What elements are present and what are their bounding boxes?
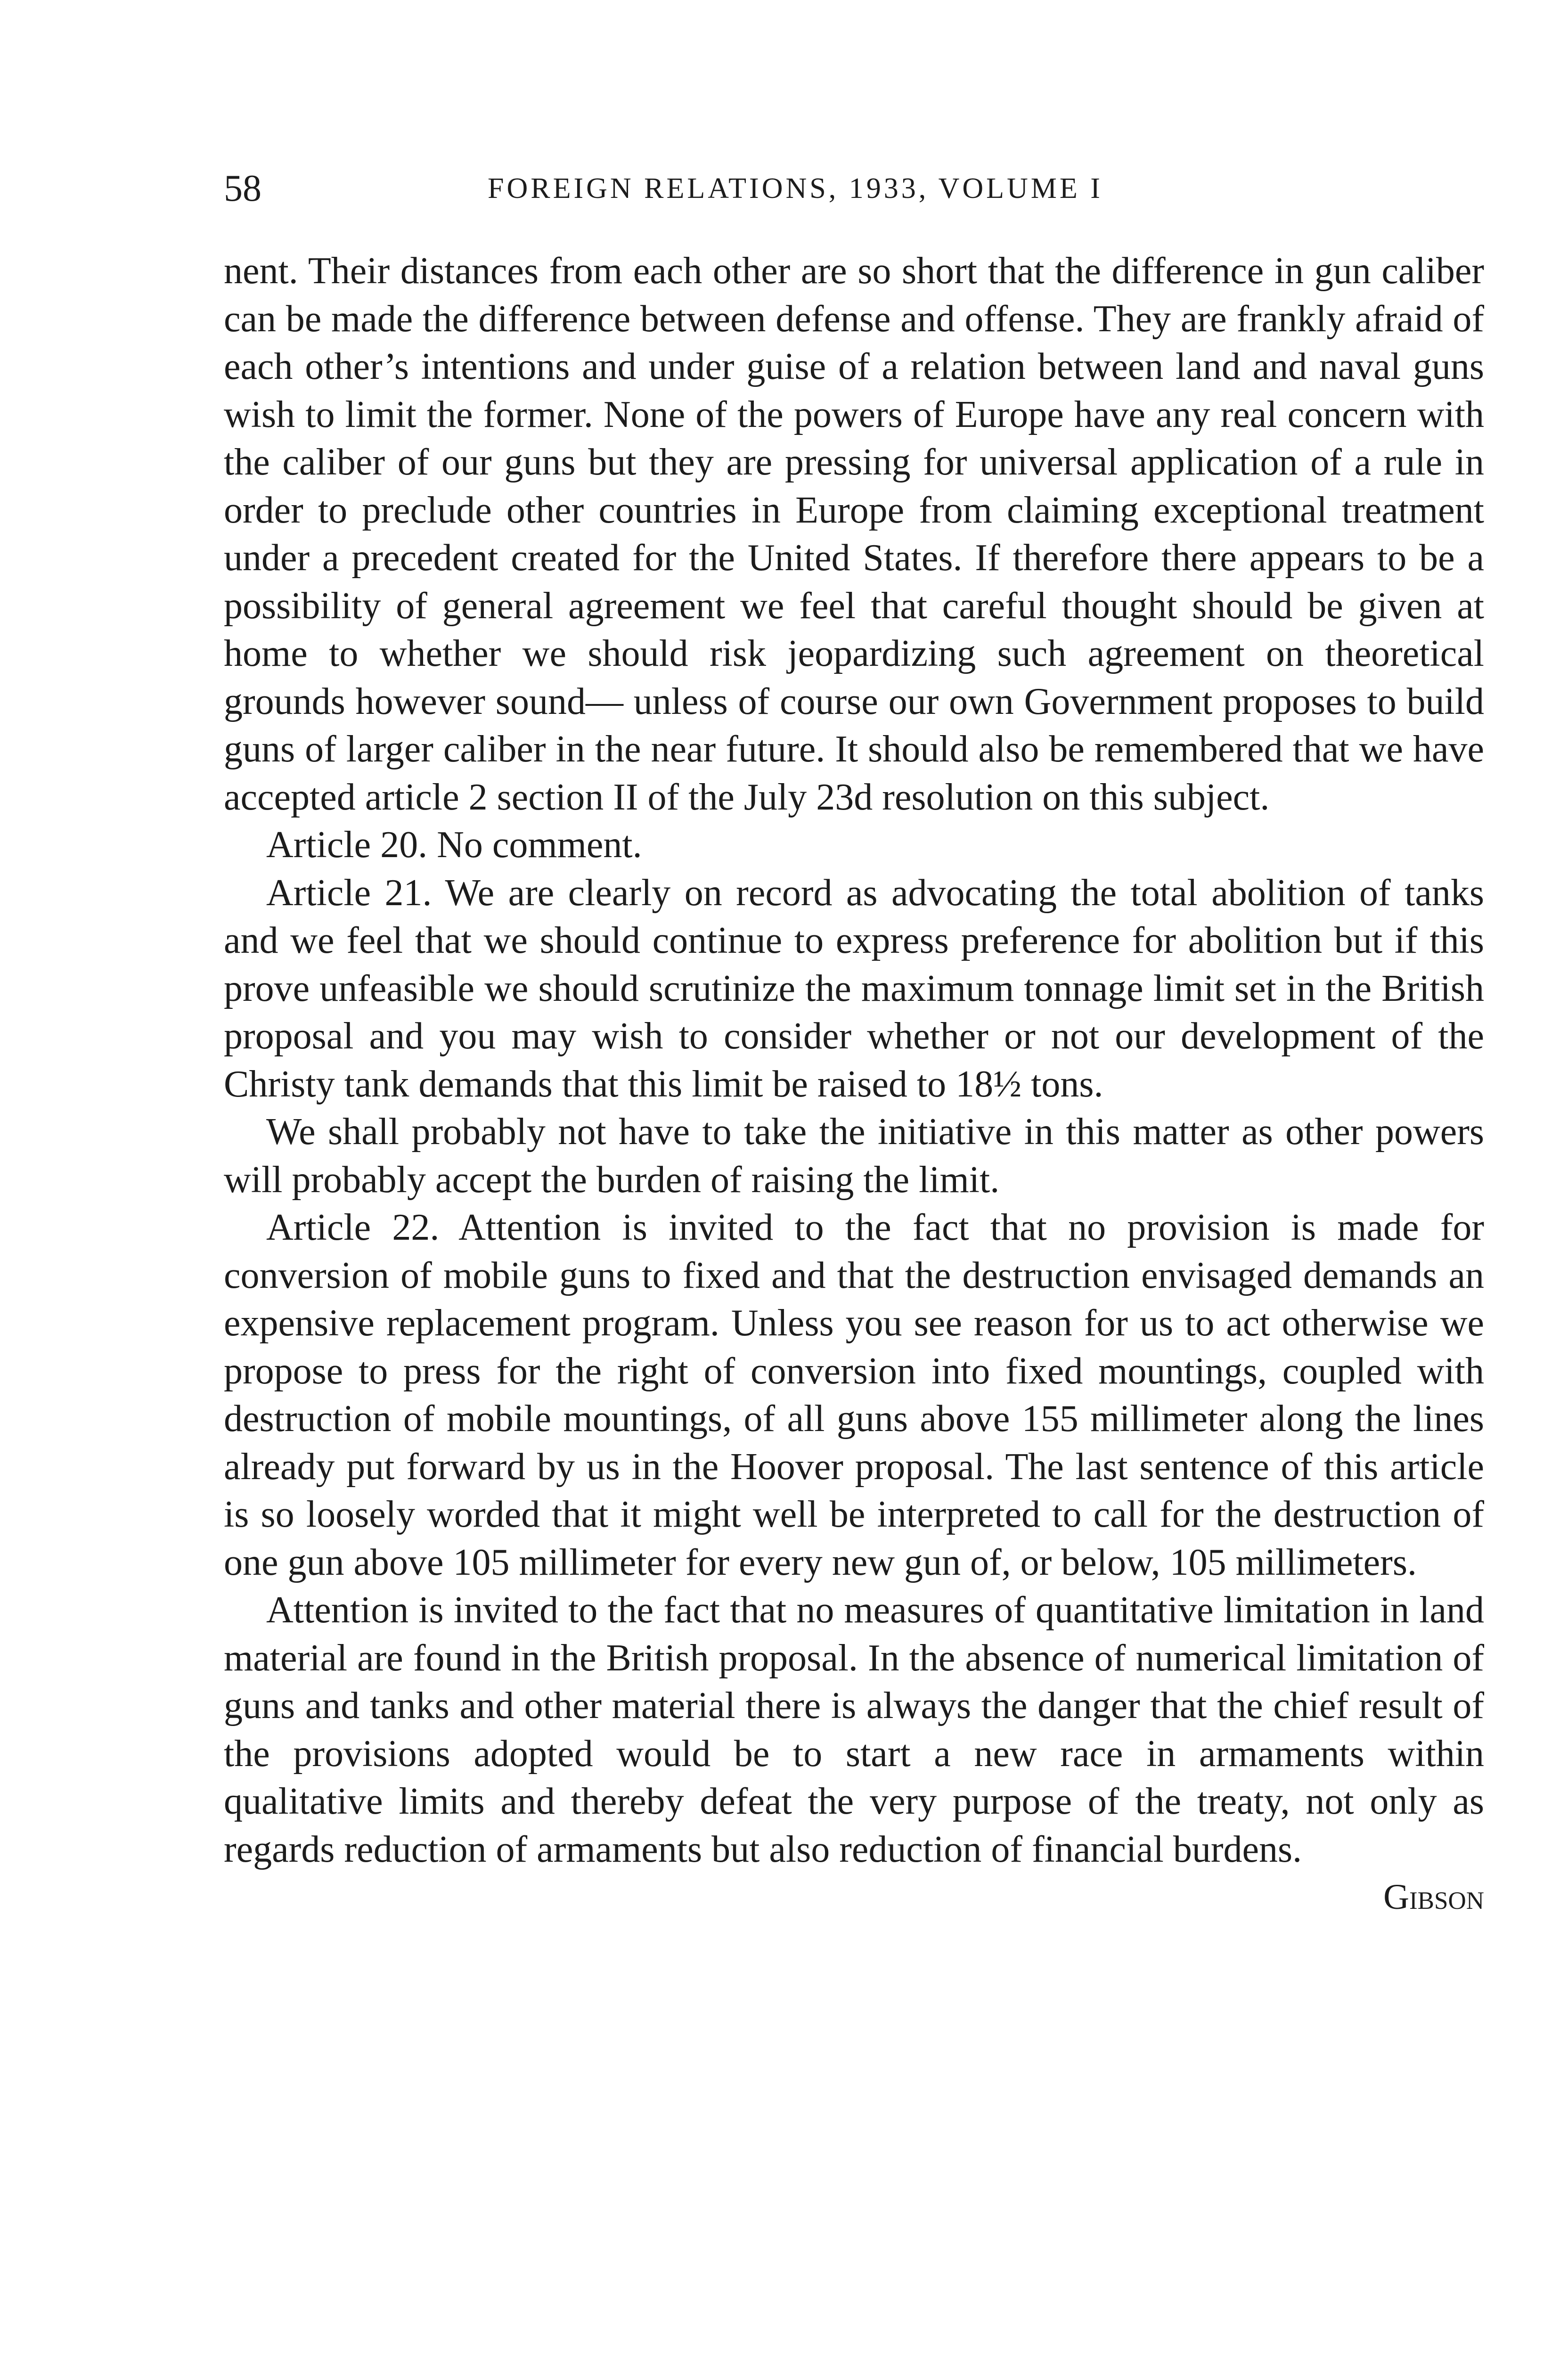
running-head xyxy=(224,163,1484,214)
body-text xyxy=(224,247,1484,1921)
paragraph-quantitative-limitation: Attention is invited to the fact that no measures of quantitative limitation in land material are found in the British proposal. In the absence of numerical limitation of guns and tanks and other material there is always the danger that the chief result of the provisions adopted would be to start a new race in armaments within qualitative limits and thereby defeat the very purpose of the treaty, not only as regards reduction of armaments but also reduction of financial burdens. xyxy=(224,1589,1484,1870)
paragraph-continued: nent. Their distances from each other are so short that the difference in gun caliber can be made the difference between defense and offense. They are frankly afraid of each other’s intentions and under guise of a relation between land and naval guns wish to limit the former. None of the powers of Europe have any real concern with the caliber of our guns but they are pressing for universal application of a rule in order to preclude other countries in Europe from claiming exceptional treatment under a precedent created for the United States. If therefore there appears to be a possibility of general agreement we feel that careful thought should be given at home to whether we should risk jeopardizing such agreement on theoretical grounds however sound— unless of course our own Government proposes to build guns of larger caliber in the near future. It should also be remembered that we have accepted article 2 section II of the July 23d resolution on this subject. xyxy=(224,250,1484,818)
signature: Gibson xyxy=(1383,1877,1484,1917)
paragraph-article-20: Article 20. No comment. xyxy=(266,824,642,866)
paragraph-initiative: We shall probably not have to take the initiative in this matter as other powers will probably accept the burden of raising the limit. xyxy=(224,1111,1484,1201)
paragraph-article-21: Article 21. We are clearly on record as advocating the total abolition of tanks and we feel that we should continue to express preference for abolition but if this prove unfeasible we should scrutinize the maximum tonnage limit set in the British proposal and you may wish to consider whether or not our development of the Christy tank demands that this limit be raised to 18½ tons. xyxy=(224,872,1484,1105)
document-page xyxy=(224,163,1484,1921)
running-head-title: FOREIGN RELATIONS, 1933, VOLUME I xyxy=(488,172,1103,205)
paragraph-article-22: Article 22. Attention is invited to the fact that no provision is made for conversion of mobile guns to fixed and that the destruction envisaged demands an expensive replacement program. Unless you see reason for us to act otherwise we propose to press for the right of conversion into fixed mountings, coupled with destruction of mobile mountings, of all guns above 155 millimeter along the lines already put forward by us in the Hoover proposal. The last sentence of this article is so loosely worded that it might well be interpreted to call for the destruction of one gun above 105 millimeter for every new gun of, or below, 105 millimeters. xyxy=(224,1207,1484,1583)
page-number: 58 xyxy=(224,168,261,209)
